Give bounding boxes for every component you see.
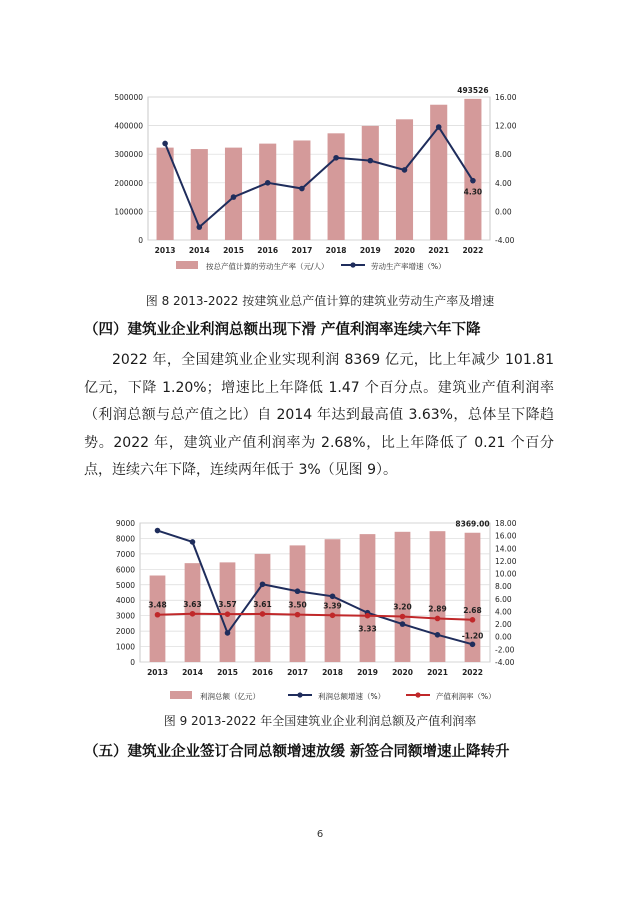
x-tick-label: 2017 [287,668,308,677]
y-right-tick-label: 6.00 [495,594,512,604]
series-point [365,613,371,619]
y-right-tick-label: 12.00 [495,556,517,566]
y-left-tick-label: 500000 [114,93,143,102]
chart-profit-total [0,517,640,707]
data-label: 3.61 [253,599,272,609]
y-right-tick-label: 0.00 [495,632,512,642]
x-tick-label: 2018 [325,246,347,255]
y-right-tick-label: 4.00 [495,607,512,617]
bar [150,576,166,662]
bar [360,534,376,662]
y-left-tick-label: 0 [138,236,143,245]
data-label: 3.33 [358,624,377,634]
legend-label: 产值利润率（%） [436,692,496,701]
y-left-tick-label: 400000 [114,121,143,131]
x-tick-label: 2020 [394,246,415,255]
data-label: 2.68 [463,605,482,615]
y-right-tick-label: 16.00 [495,531,517,541]
y-left-tick-label: 0 [130,658,135,667]
series-point [400,621,406,627]
bar [396,119,413,240]
series-point [155,528,161,534]
bar [259,144,276,240]
y-right-tick-label: 8.00 [495,150,512,160]
series-point [225,611,231,617]
body-paragraph: 2022 年，全国建筑业企业实现利润 8369 亿元，比上年减少 101.81 亿元，下降 1.20%；增速比上年降低 1.47 个百分点。建筑业产值利润率（利润总额与总产值之比）自 2014 年达到最高值 3.63%，总体呈下降趋势。2022 年，建筑业产值利润率为 2.68%，比上年降低了 0.21 个百分点，连续六年下降，连续两年低于 3%（见图 9）。 [84,352,554,478]
x-tick-label: 2021 [427,668,448,677]
y-left-tick-label: 1000 [115,642,135,652]
figure-9-caption: 图 9 2013-2022 年全国建筑业企业利润总额及产值利润率 [163,714,477,728]
series-point [470,178,476,184]
series-point [400,614,406,620]
series-point [295,588,301,594]
series-point [197,224,203,230]
y-right-tick-label: 0.00 [495,207,512,217]
bar [328,133,345,240]
bar [395,532,411,662]
legend-label: 利润总额增速（%） [318,692,386,701]
x-tick-label: 2017 [291,246,313,255]
data-label: 8369.00 [455,519,490,529]
y-left-tick-label: 100000 [114,207,143,217]
data-label: 3.57 [218,600,237,610]
data-label: 3.48 [148,600,167,610]
x-tick-label: 2015 [217,668,238,677]
x-tick-label: 2013 [147,668,168,677]
series-point [155,612,161,618]
x-tick-label: 2019 [359,246,381,255]
series-point [470,642,476,648]
series-point [190,539,196,545]
y-right-tick-label: 12.00 [495,121,517,131]
y-left-tick-label: 6000 [115,565,135,575]
figure-8-caption: 图 8 2013-2022 按建筑业总产值计算的建筑业劳动生产率及增速 [145,294,495,308]
y-left-tick-label: 300000 [114,150,143,160]
data-label: 2.89 [428,604,447,614]
y-right-tick-label: 16.00 [495,93,517,102]
series-point [295,612,301,618]
series-point [162,141,168,147]
series-point [330,593,336,599]
y-left-tick-label: 200000 [114,178,143,188]
data-label: -1.20 [461,631,484,641]
y-left-tick-label: 3000 [115,611,135,621]
legend-label: 劳动生产率增速（%） [371,262,446,271]
page-number: 6 [316,829,324,840]
x-tick-label: 2021 [428,246,450,255]
x-tick-label: 2022 [462,668,483,677]
series-point [435,632,441,638]
chart-labor-productivity [0,86,640,282]
series-line [158,531,473,645]
legend-marker [350,262,355,267]
y-right-tick-label: 4.00 [495,178,512,188]
x-tick-label: 2019 [357,668,378,677]
data-label: 3.50 [288,600,307,610]
y-right-tick-label: -4.00 [495,236,515,245]
bar [430,531,446,662]
data-label: 3.39 [323,601,342,611]
series-point [260,581,266,587]
section-5-heading: （五）建筑业企业签订合同总额增速放缓 新签合同额增速止降转升 [84,744,510,760]
y-right-tick-label: 18.00 [495,519,517,528]
y-right-tick-label: -2.00 [495,645,515,655]
legend-marker [415,692,420,697]
series-point [299,186,305,192]
series-point [330,613,336,619]
x-tick-label: 2014 [188,246,210,255]
y-left-tick-label: 4000 [115,596,135,606]
y-left-tick-label: 7000 [115,549,135,559]
series-point [225,630,231,636]
data-label: 3.20 [393,602,412,612]
legend-label: 按总产值计算的劳动生产率（元/人） [206,262,329,271]
series-point [190,611,196,617]
y-right-tick-label: 8.00 [495,582,512,592]
x-tick-label: 2014 [182,668,203,677]
legend-marker [297,692,302,697]
data-label: 493526 [457,86,489,95]
x-tick-label: 2013 [154,246,176,255]
x-tick-label: 2020 [392,668,413,677]
y-left-tick-label: 8000 [115,534,135,544]
y-left-tick-label: 9000 [115,519,135,528]
bar [157,148,174,240]
legend-swatch [176,261,198,269]
series-line [158,614,473,620]
series-line [165,127,473,227]
y-left-tick-label: 2000 [115,627,135,637]
x-tick-label: 2016 [252,668,273,677]
series-point [436,124,442,130]
bar [362,126,379,240]
x-tick-label: 2015 [223,246,244,255]
series-point [231,194,237,200]
y-right-tick-label: 2.00 [495,620,512,630]
series-point [260,611,266,617]
series-point [368,158,374,164]
x-tick-label: 2018 [322,668,343,677]
series-point [435,616,441,622]
series-point [402,167,408,173]
series-point [333,155,339,161]
data-label: 4.30 [463,187,483,197]
x-tick-label: 2016 [257,246,279,255]
y-right-tick-label: 10.00 [495,569,517,579]
y-right-tick-label: 14.00 [495,544,517,554]
data-label: 3.63 [183,599,202,609]
series-point [265,180,271,186]
x-tick-label: 2022 [462,246,484,255]
y-right-tick-label: -4.00 [495,658,515,667]
legend-label: 利润总额（亿元） [200,692,260,701]
section-4-heading: （四）建筑业企业利润总额出现下滑 产值利润率连续六年下降 [84,322,481,338]
y-left-tick-label: 5000 [115,580,135,590]
legend-swatch [170,691,192,699]
series-point [470,617,476,623]
